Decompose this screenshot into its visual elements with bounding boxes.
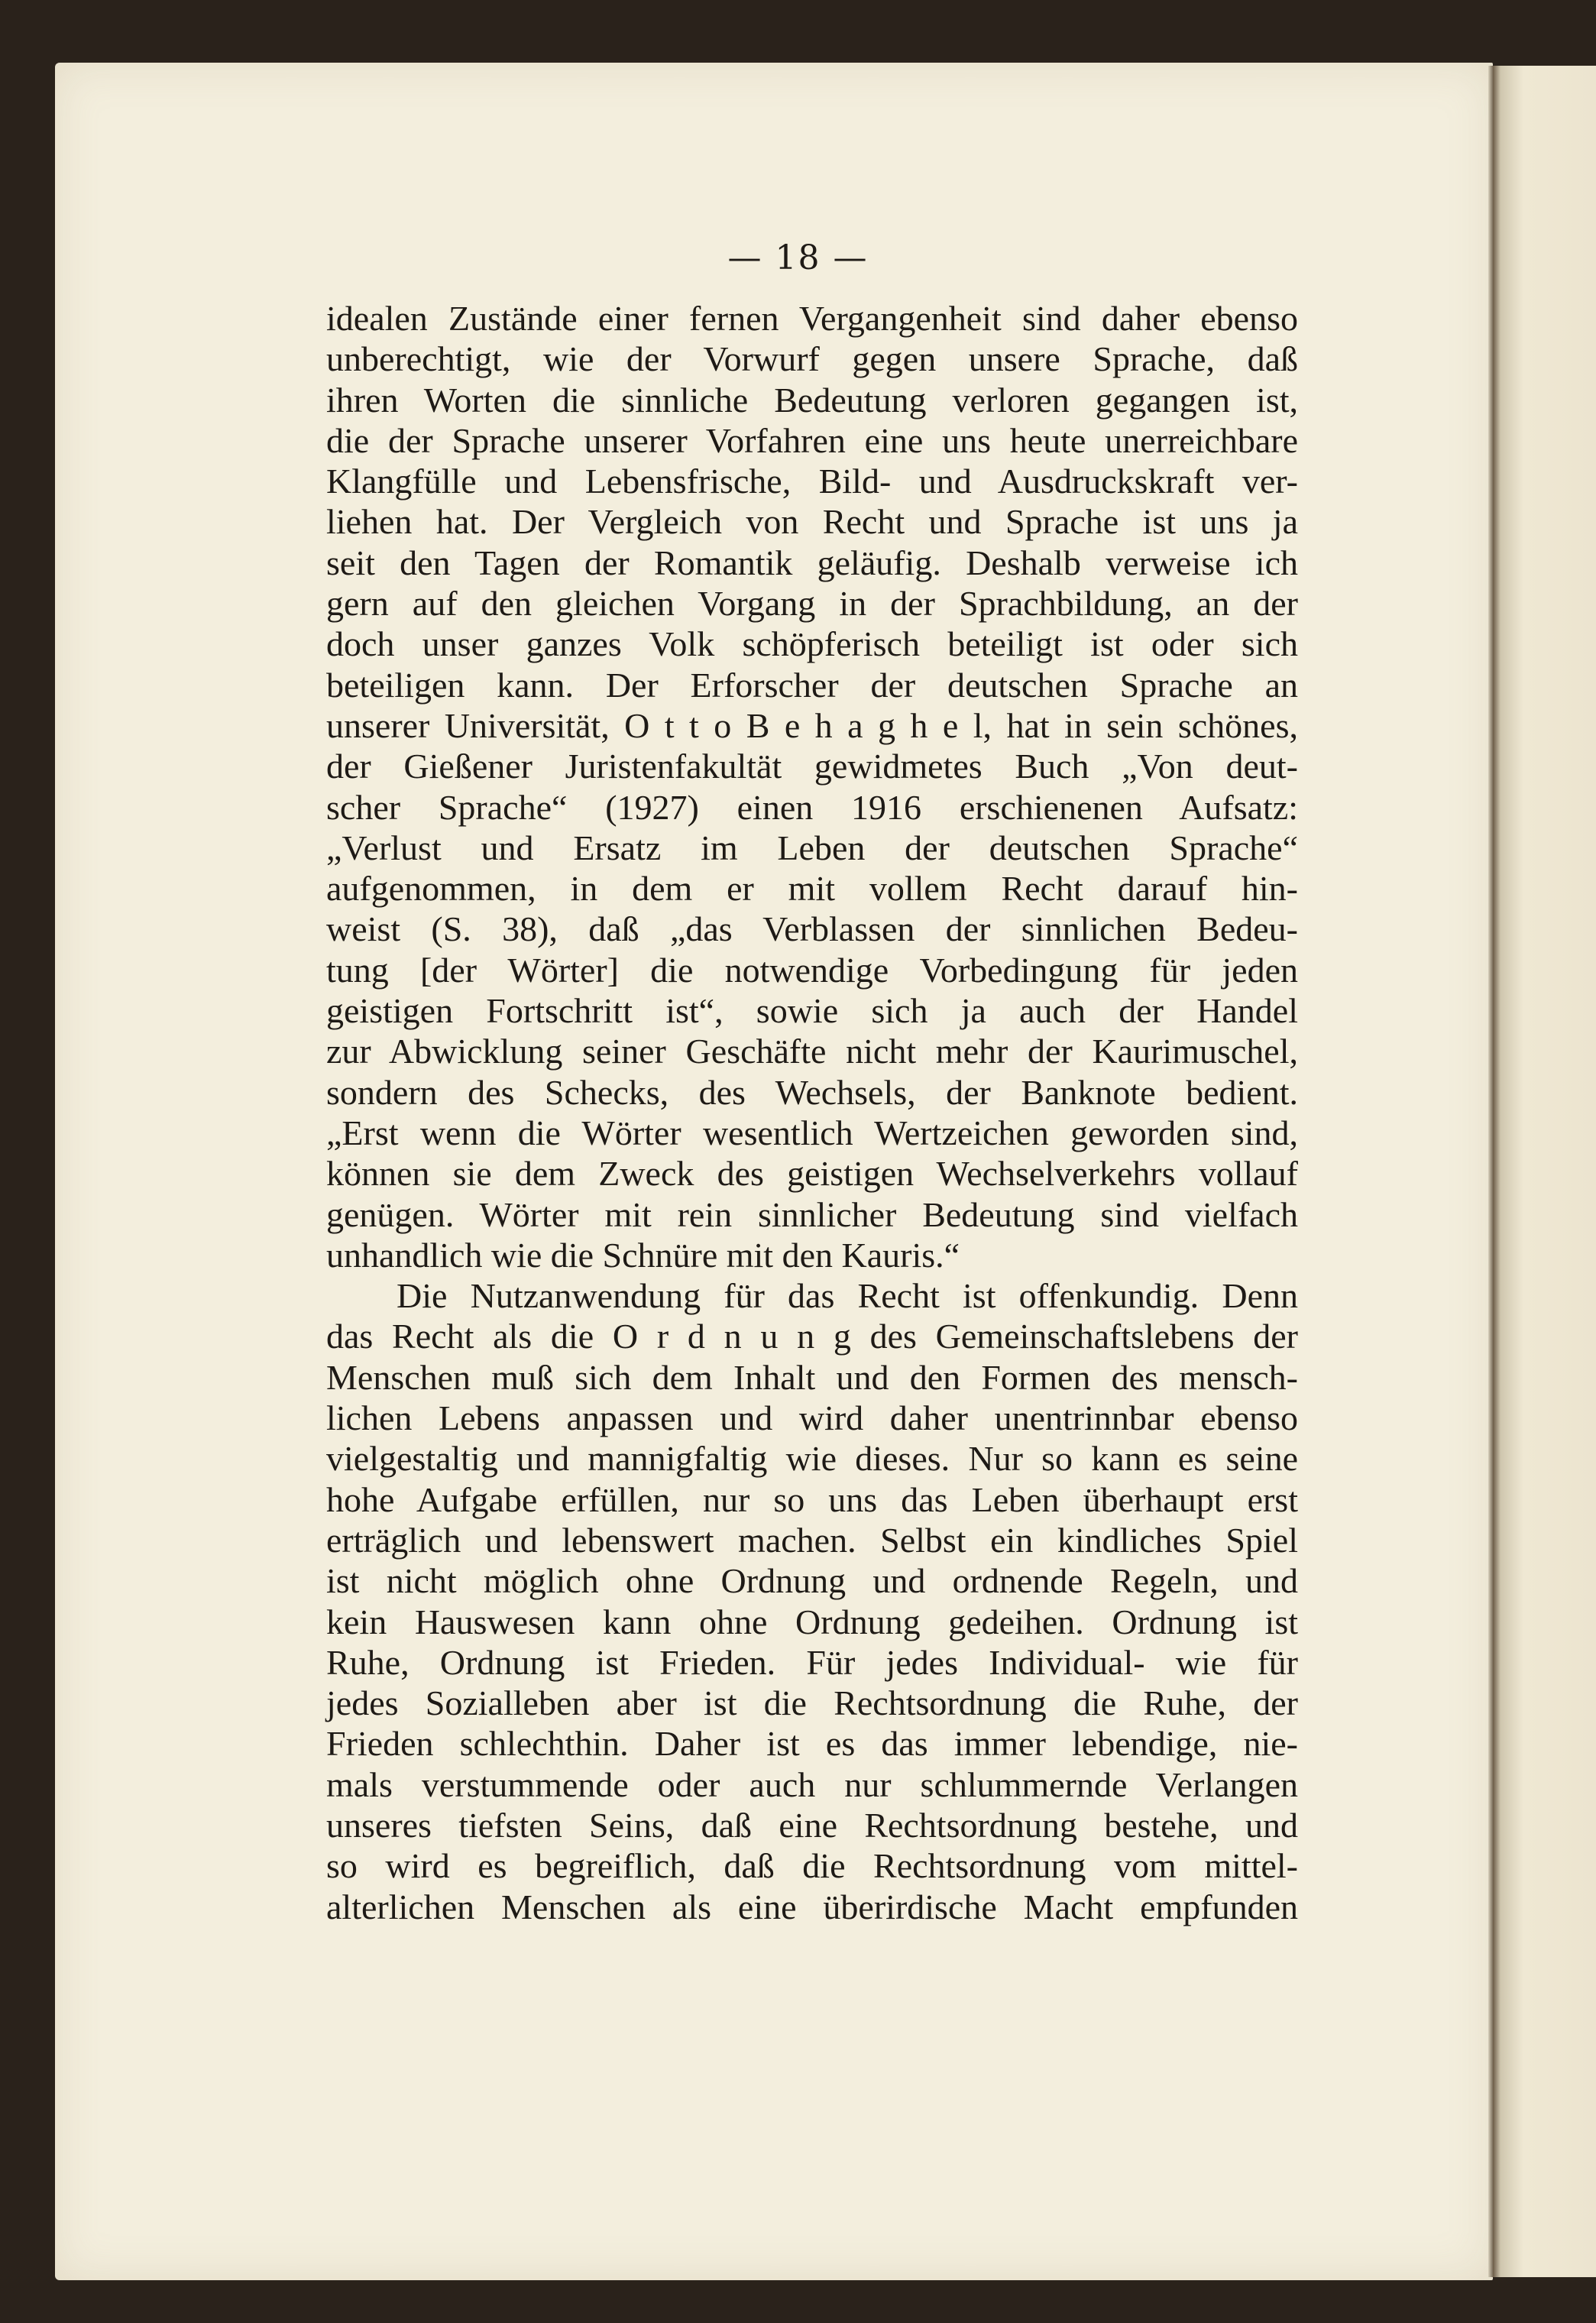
text-line: erträglich und lebenswert machen. Selbst ein kindliches Spiel bbox=[326, 1520, 1298, 1560]
text-line: idealen Zustände einer fernen Vergangenheit sind daher ebenso bbox=[326, 299, 1298, 338]
text-line: unberechtigt, wie der Vorwurf gegen unsere Sprache, daß bbox=[326, 339, 1298, 379]
page-number-header: — 18 — bbox=[727, 238, 869, 277]
text-line: kein Hauswesen kann ohne Ordnung gedeihen. Ordnung ist bbox=[326, 1602, 1298, 1641]
text-line: geistigen Fortschritt ist“, sowie sich ja auch der Handel bbox=[326, 991, 1298, 1031]
text-line: zur Abwicklung seiner Geschäfte nicht mehr der Kaurimuschel, bbox=[326, 1032, 1298, 1071]
text-line: der Gießener Juristenfakultät gewidmetes Buch „Von deut- bbox=[326, 747, 1298, 786]
text-line: Ruhe, Ordnung ist Frieden. Für jedes Individual- wie für bbox=[326, 1642, 1298, 1682]
next-page-edge bbox=[1493, 66, 1596, 2277]
text-line: genügen. Wörter mit rein sinnlicher Bedeutung sind vielfach bbox=[326, 1194, 1298, 1234]
text-line: unseres tiefsten Seins, daß eine Rechtsordnung bestehe, und bbox=[326, 1805, 1298, 1845]
text-line: beteiligen kann. Der Erforscher der deutschen Sprache an bbox=[326, 665, 1298, 705]
text-line: die der Sprache unserer Vorfahren eine uns heute unerreichbare bbox=[326, 420, 1298, 460]
text-line: alterlichen Menschen als eine überirdische Macht empfunden bbox=[326, 1887, 1298, 1926]
text-line: Klangfülle und Lebensfrische, Bild- und Ausdruckskraft ver- bbox=[326, 462, 1298, 501]
text-line: ihren Worten die sinnliche Bedeutung verloren gegangen ist, bbox=[326, 380, 1298, 420]
text-line: liehen hat. Der Vergleich von Recht und Sprache ist uns ja bbox=[326, 502, 1298, 542]
text-line-paragraph-end: unhandlich wie die Schnüre mit den Kauris.“ bbox=[326, 1235, 960, 1275]
text-line: hohe Aufgabe erfüllen, nur so uns das Leben überhaupt erst bbox=[326, 1479, 1298, 1519]
text-line: doch unser ganzes Volk schöpferisch beteiligt ist oder sich bbox=[326, 624, 1298, 664]
text-line: „Erst wenn die Wörter wesentlich Wertzeichen geworden sind, bbox=[326, 1113, 1298, 1152]
text-line: ist nicht möglich ohne Ordnung und ordnende Regeln, und bbox=[326, 1561, 1298, 1601]
text-line: das Recht als die O r d n u n g des Gemeinschaftslebens der bbox=[326, 1317, 1298, 1356]
text-line: gern auf den gleichen Vorgang in der Sprachbildung, an der bbox=[326, 584, 1298, 624]
text-line: aufgenommen, in dem er mit vollem Recht darauf hin- bbox=[326, 869, 1298, 909]
text-line: „Verlust und Ersatz im Leben der deutschen Sprache“ bbox=[326, 828, 1298, 867]
text-line: Frieden schlechthin. Daher ist es das immer lebendige, nie- bbox=[326, 1724, 1298, 1764]
text-line: Menschen muß sich dem Inhalt und den Formen des mensch- bbox=[326, 1357, 1298, 1397]
text-line: weist (S. 38), daß „das Verblassen der sinnlichen Bedeu- bbox=[326, 909, 1298, 949]
text-line: so wird es begreiflich, daß die Rechtsordnung vom mittel- bbox=[326, 1846, 1298, 1886]
text-line: tung [der Wörter] die notwendige Vorbedingung für jeden bbox=[326, 950, 1298, 990]
text-line: seit den Tagen der Romantik geläufig. Deshalb verweise ich bbox=[326, 543, 1298, 582]
text-line: vielgestaltig und mannigfaltig wie dieses. Nur so kann es seine bbox=[326, 1439, 1298, 1479]
text-line: sondern des Schecks, des Wechsels, der Banknote bedient. bbox=[326, 1072, 1298, 1112]
body-text bbox=[326, 298, 1298, 1927]
text-line: scher Sprache“ (1927) einen 1916 erschienenen Aufsatz: bbox=[326, 787, 1298, 827]
text-line-paragraph-start: Die Nutzanwendung für das Recht ist offenkundig. Denn bbox=[397, 1276, 1298, 1316]
text-line: können sie dem Zweck des geistigen Wechselverkehrs vollauf bbox=[326, 1154, 1298, 1194]
text-line: unserer Universität, O t t o B e h a g h e l, hat in sein schönes, bbox=[326, 705, 1298, 745]
text-line: lichen Lebens anpassen und wird daher unentrinnbar ebenso bbox=[326, 1398, 1298, 1438]
text-line: mals verstummende oder auch nur schlummernde Verlangen bbox=[326, 1764, 1298, 1804]
text-line: jedes Sozialleben aber ist die Rechtsordnung die Ruhe, der bbox=[326, 1683, 1298, 1723]
